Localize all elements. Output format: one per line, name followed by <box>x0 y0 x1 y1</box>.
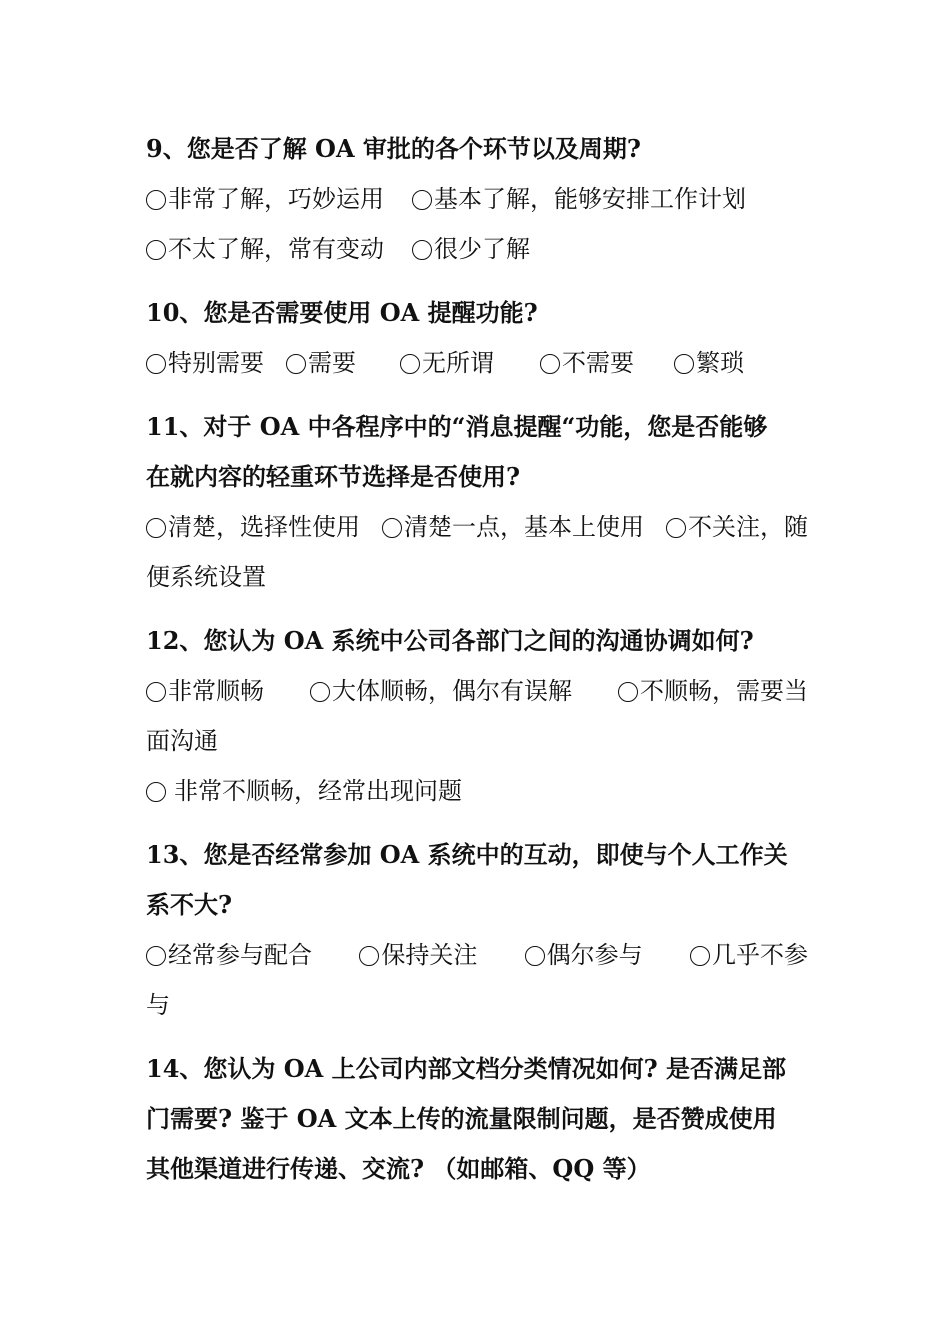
option-label: 特别需要 <box>168 349 264 377</box>
question-14-title-line-3: 其他渠道进行传递、交流? （如邮箱、QQ 等） <box>146 1154 651 1183</box>
radio-circle-icon <box>382 518 402 538</box>
option-label: 不关注，随 <box>688 513 808 541</box>
option-radio[interactable] <box>146 224 384 274</box>
radio-circle-icon <box>146 240 166 260</box>
option-label: 不太了解，常有变动 <box>168 235 384 263</box>
option-radio[interactable] <box>412 174 746 224</box>
option-label: 无所谓 <box>422 349 494 377</box>
option-radio[interactable] <box>146 666 264 716</box>
option-label: 大体顺畅，偶尔有误解 <box>332 677 572 705</box>
radio-circle-icon <box>146 782 166 802</box>
option-radio[interactable] <box>412 224 530 274</box>
radio-circle-icon <box>146 518 166 538</box>
radio-circle-icon <box>412 190 432 210</box>
radio-circle-icon <box>146 682 166 702</box>
option-label: 基本了解，能够安排工作计划 <box>434 185 746 213</box>
radio-circle-icon <box>674 354 694 374</box>
question-13-title-line-2: 系不大? <box>146 890 233 919</box>
option-radio[interactable] <box>525 930 643 980</box>
option-radio[interactable] <box>359 930 477 980</box>
question-13-option-continuation: 与 <box>146 991 170 1019</box>
question-10-options-row <box>146 338 808 388</box>
option-label: 很少了解 <box>434 235 530 263</box>
question-11-title-line-2: 在就内容的轻重环节选择是否使用? <box>146 462 521 491</box>
option-label: 非常不顺畅，经常出现问题 <box>174 777 462 805</box>
option-label: 保持关注 <box>381 941 478 969</box>
option-radio[interactable] <box>382 502 644 552</box>
survey-content <box>146 124 808 1194</box>
question-13-title-line-1: 13、您是否经常参加 OA 系统中的互动，即使与个人工作关 <box>146 840 788 869</box>
option-label: 非常了解，巧妙运用 <box>168 185 384 213</box>
question-11-option-continuation: 便系统设置 <box>146 563 266 591</box>
question-13-options-row <box>146 930 808 980</box>
radio-circle-icon <box>525 946 545 966</box>
option-label: 清楚一点，基本上使用 <box>404 513 644 541</box>
radio-circle-icon <box>618 682 638 702</box>
option-radio[interactable] <box>286 338 356 388</box>
question-12-options-row-2 <box>146 766 808 816</box>
radio-circle-icon <box>400 354 420 374</box>
option-radio[interactable] <box>540 338 634 388</box>
question-9-title: 9、您是否了解 OA 审批的各个环节以及周期? <box>146 134 641 163</box>
question-14-title-line-1: 14、您认为 OA 上公司内部文档分类情况如何? 是否满足部 <box>146 1054 787 1083</box>
option-label: 非常顺畅 <box>168 677 264 705</box>
option-label: 不顺畅，需要当 <box>640 677 808 705</box>
option-label: 需要 <box>308 349 356 377</box>
radio-circle-icon <box>286 354 306 374</box>
option-radio[interactable] <box>146 930 312 980</box>
radio-circle-icon <box>359 946 379 966</box>
option-radio[interactable] <box>400 338 494 388</box>
question-12-title: 12、您认为 OA 系统中公司各部门之间的沟通协调如何? <box>146 626 754 655</box>
radio-circle-icon <box>412 240 432 260</box>
option-label: 清楚，选择性使用 <box>168 513 360 541</box>
radio-circle-icon <box>310 682 330 702</box>
option-radio[interactable] <box>146 338 264 388</box>
question-11-title-line-1: 11、对于 OA 中各程序中的“消息提醒“功能，您是否能够 <box>146 412 768 441</box>
radio-circle-icon <box>146 946 166 966</box>
option-radio[interactable] <box>618 666 808 716</box>
option-radio[interactable] <box>666 502 808 552</box>
option-label: 偶尔参与 <box>546 941 643 969</box>
question-10-title: 10、您是否需要使用 OA 提醒功能? <box>146 298 538 327</box>
option-label: 经常参与配合 <box>168 941 312 969</box>
option-radio[interactable] <box>146 766 462 816</box>
option-radio[interactable] <box>146 174 384 224</box>
question-12-options-row <box>146 666 808 716</box>
question-12-option-continuation: 面沟通 <box>146 727 218 755</box>
question-9-options-row-2 <box>146 224 808 274</box>
option-radio[interactable] <box>310 666 572 716</box>
option-label: 繁琐 <box>696 349 744 377</box>
option-radio[interactable] <box>146 502 360 552</box>
option-radio[interactable] <box>690 930 808 980</box>
option-radio[interactable] <box>674 338 744 388</box>
radio-circle-icon <box>690 946 710 966</box>
radio-circle-icon <box>540 354 560 374</box>
option-label: 几乎不参 <box>711 941 808 969</box>
radio-circle-icon <box>666 518 686 538</box>
option-label: 不需要 <box>562 349 634 377</box>
question-11-options-row <box>146 502 808 552</box>
question-14-title-line-2: 门需要? 鉴于 OA 文本上传的流量限制问题，是否赞成使用 <box>146 1104 777 1133</box>
radio-circle-icon <box>146 354 166 374</box>
question-9-options-row-1 <box>146 174 808 224</box>
radio-circle-icon <box>146 190 166 210</box>
